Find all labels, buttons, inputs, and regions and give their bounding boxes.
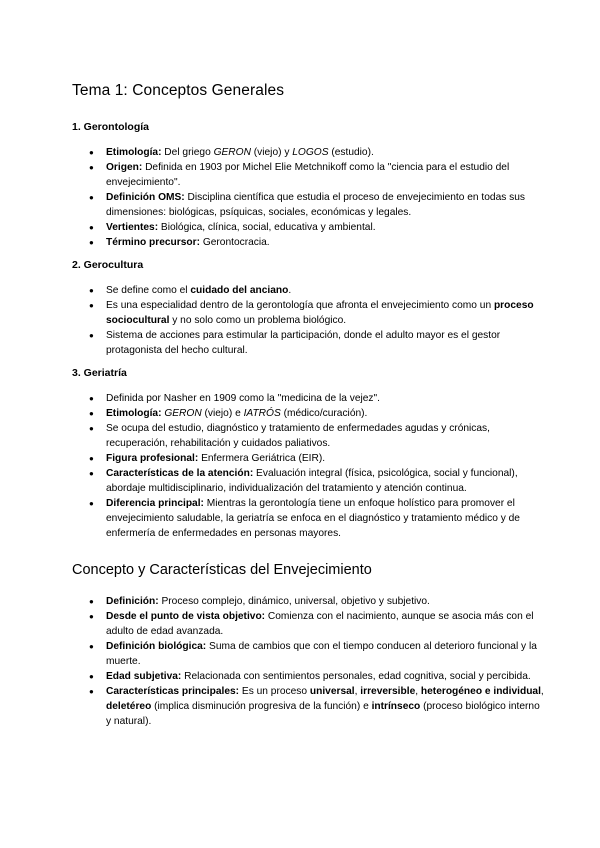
list-gerocultura [72,283,544,358]
list-item: ● Características de la atención: Evaluación integral (física, psicológica, social y funcional), abordaje multidisciplinario, individualización del tratamiento y atención continua. [89,468,518,494]
section-heading-envejecimiento: Concepto y Características del Envejecimiento [72,562,372,578]
bullet-icon: ● [89,612,94,621]
bullet-icon: ● [89,409,94,418]
bullet-icon: ● [89,286,94,295]
list-item: ● Edad subjetiva: Relacionada con sentimientos personales, edad cognitiva, social y percibida. [89,671,531,682]
list-item: ● Definición biológica: Suma de cambios que con el tiempo conducen al deterioro funcional y la muerte. [89,641,537,667]
bullet-icon: ● [89,672,94,681]
list-item: ● Vertientes: Biológica, clínica, social, educativa y ambiental. [89,222,376,233]
list-item: ● Definición: Proceso complejo, dinámico, universal, objetivo y subjetivo. [89,596,430,607]
list-item: ● Se ocupa del estudio, diagnóstico y tratamiento de enfermedades agudas y crónicas, recuperación, rehabilitación y cuidados paliativos. [89,423,490,449]
list-item: ● Definición OMS: Disciplina científica que estudia el proceso de envejecimiento en todas sus dimensiones: biológicas, psíquicas, sociales, económicas y legales. [89,192,526,218]
list-item: ● Figura profesional: Enfermera Geriátrica (EIR). [89,453,326,464]
page-title: Tema 1: Conceptos Generales [72,82,285,99]
list-item: ● Definida por Nasher en 1909 como la "medicina de la vejez". [89,393,380,404]
list-item: ● Sistema de acciones para estimular la participación, donde el adulto mayor es el gestor protagonista del hecho cultural. [89,330,501,356]
list-item: ● Etimología: Del griego GERON (viejo) y LOGOS (estudio). [89,147,374,158]
list-geriatria [72,391,544,541]
section-heading-gerocultura: 2. Gerocultura [72,259,144,271]
section-heading-geriatria: 3. Geriatría [72,367,127,379]
bullet-icon: ● [89,424,94,433]
bullet-icon: ● [89,193,94,202]
bullet-icon: ● [89,454,94,463]
bullet-icon: ● [89,301,94,310]
list-item: ● Etimología: GERON (viejo) e IATRÓS (médico/curación). [89,408,368,419]
bullet-icon: ● [89,163,94,172]
bullet-icon: ● [89,394,94,403]
bullet-icon: ● [89,223,94,232]
bullet-icon: ● [89,597,94,606]
list-item: ● Término precursor: Gerontocracia. [89,237,270,248]
bullet-icon: ● [89,642,94,651]
list-item: ● Origen: Definida en 1903 por Michel Elie Metchnikoff como la "ciencia para el estudio del envejecimiento". [89,162,510,188]
list-item: ● Se define como el cuidado del anciano. [89,285,292,296]
list-envejecimiento [72,594,544,729]
bullet-icon: ● [89,499,94,508]
bullet-icon: ● [89,469,94,478]
list-item: ● Características principales: Es un proceso universal, irreversible, heterogéneo e individual, deletéreo (implica disminución progresiva de la función) e intrínseco (proceso biológico interno y natural). [89,686,544,727]
bullet-icon: ● [89,331,94,340]
list-item: ● Diferencia principal: Mientras la gerontología tiene un enfoque holístico para promover el envejecimiento saludable, la geriatría se enfoca en el diagnóstico y tratamiento médico y de enfermería de enfermedades en personas mayores. [89,498,520,539]
bullet-icon: ● [89,238,94,247]
list-gerontologia [72,145,544,250]
list-item: ● Es una especialidad dentro de la gerontología que afronta el envejecimiento como un proceso sociocultural y no solo como un problema biológico. [89,300,534,326]
bullet-icon: ● [89,687,94,696]
section-heading-gerontologia: 1. Gerontología [72,121,150,133]
list-item: ● Desde el punto de vista objetivo: Comienza con el nacimiento, aunque se asocia más con el adulto de edad avanzada. [89,611,534,637]
bullet-icon: ● [89,148,94,157]
